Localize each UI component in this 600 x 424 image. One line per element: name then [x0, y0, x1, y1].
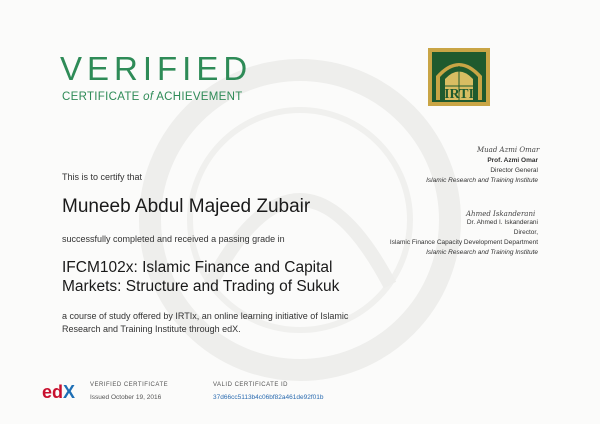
description-line-2: Research and Training Institute through edX. [62, 324, 241, 334]
signatory-2-department: Islamic Finance Capacity Development Department [389, 239, 538, 246]
verified-certificate-label: VERIFIED CERTIFICATE [90, 382, 169, 388]
recipient-name: Muneeb Abdul Majeed Zubair [62, 196, 311, 217]
signatory-1-name: Prof. Azmi Omar [487, 157, 538, 164]
signatory-1-title: Director General [490, 167, 538, 174]
course-title-line-2: Markets: Structure and Trading of Sukuk [62, 278, 340, 295]
signatory-2 [390, 218, 538, 258]
signature-2: Ahmed Iskanderani [466, 210, 536, 218]
edx-logo [42, 380, 82, 402]
irti-logo [426, 46, 492, 108]
issued-date: Issued October 19, 2016 [90, 394, 162, 401]
course-title-line-1: IFCM102x: Islamic Finance and Capital [62, 259, 333, 276]
signatory-1 [426, 156, 538, 186]
signature-1: Muad Azmi Omar [477, 146, 540, 154]
certificate-subtitle: CERTIFICATE of ACHIEVEMENT [62, 91, 243, 103]
certify-text: This is to certify that [62, 172, 143, 182]
svg-text:ed: ed [42, 382, 64, 402]
course-description [62, 310, 372, 336]
description-line-1: a course of study offered by IRTIx, an online learning initiative of Islamic [62, 311, 349, 321]
verified-heading: VERIFIED [60, 50, 253, 87]
course-title [62, 258, 382, 296]
svg-text:X: X [63, 382, 76, 402]
certificate-id: 37d66cc5113b4c06bf82a461de92f01b [213, 394, 324, 401]
valid-certificate-id-label: VALID CERTIFICATE ID [213, 382, 289, 388]
signatory-2-title: Director, [513, 229, 538, 236]
completion-text: successfully completed and received a passing grade in [62, 234, 285, 244]
signatory-2-name: Dr. Ahmed I. Iskanderani [466, 219, 538, 226]
svg-text:IRTI: IRTI [444, 87, 474, 102]
signatory-1-organization: Islamic Research and Training Institute [426, 177, 538, 184]
signatory-2-organization: Islamic Research and Training Institute [426, 249, 538, 256]
